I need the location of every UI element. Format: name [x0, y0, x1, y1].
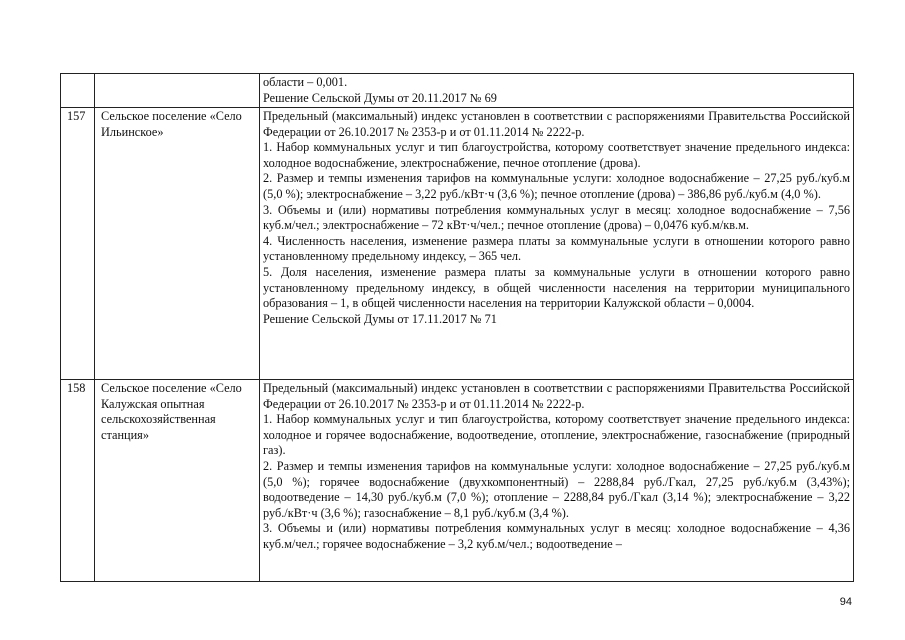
settlement-name-cell [95, 74, 260, 108]
decision-reference: Решение Сельской Думы от 20.11.2017 № 69 [263, 90, 497, 105]
description-cell [260, 380, 854, 582]
description-paragraph: 1. Набор коммунальных услуг и тип благоустройства, которому соответствует значение предельного индекса: холодное водоснабжение, электроснабжение, печное отопление (дрова). [263, 140, 850, 170]
page-number: 94 [839, 596, 852, 608]
row-number-cell: 157 [61, 108, 95, 380]
row-number-cell [61, 74, 95, 108]
description-cell [260, 108, 854, 380]
description-paragraph: 3. Объемы и (или) нормативы потребления коммунальных услуг в месяц: холодное водоснабжение – 7,56 куб.м/чел.; электроснабжение – 72 кВт·ч/чел.; печное отопление (дрова) – 0,0476 куб.м/кв.м. [263, 202, 850, 233]
table-row [61, 108, 854, 380]
document-table [60, 73, 854, 582]
description-paragraph: 2. Размер и темпы изменения тарифов на коммунальные услуги: холодное водоснабжение – 27,25 руб./куб.м (5,0 %); электроснабжение – 3,22 руб./кВт·ч (3,6 %); печное отопление (дрова) – 386,86 руб./куб.м (4,0 %). [263, 171, 850, 201]
row-number-cell: 158 [61, 380, 95, 582]
table-row [61, 74, 854, 108]
description-paragraph: 4. Численность населения, изменение размера платы за коммунальные услуги в отношении которого равно установленному предельному индексу, – 365 чел. [263, 233, 850, 264]
description-paragraph: 3. Объемы и (или) нормативы потребления коммунальных услуг в месяц: холодное водоснабжение – 4,36 куб.м/чел.; горячее водоснабжение – 3,2 куб.м/чел.; водоотведение – [263, 521, 850, 551]
description-paragraph: Предельный (максимальный) индекс установлен в соответствии с распоряжениями Правительства Российской Федерации от 26.10.2017 № 2353-р и от 01.11.2014 № 2222-р. [263, 109, 850, 139]
decision-reference: Решение Сельской Думы от 17.11.2017 № 71 [263, 311, 497, 326]
description-cell [260, 74, 854, 108]
settlement-name-cell: Сельское поселение «Село Ильинское» [95, 108, 260, 380]
description-paragraph: Предельный (максимальный) индекс установлен в соответствии с распоряжениями Правительства Российской Федерации от 26.10.2017 № 2353-р и от 01.11.2014 № 2222-р. [263, 381, 850, 411]
description-paragraph: области – 0,001. [263, 75, 348, 89]
table-row [61, 380, 854, 582]
description-paragraph: 2. Размер и темпы изменения тарифов на коммунальные услуги: холодное водоснабжение – 27,25 руб./куб.м (5,0 %); горячее водоснабжение (двухкомпонентный) – 2288,84 руб./Гкал, 27,25 руб./куб.м (3,43%); водоотведение – 14,30 руб./куб.м (7,0 %); отопление – 2288,84 руб./Гкал (3,14 %); электроснабжение – 3,22 руб./кВт·ч (3,6 %); газоснабжение – 8,1 руб./куб.м (3,4 %). [263, 458, 850, 520]
description-paragraph: 5. Доля населения, изменение размера платы за коммунальные услуги в отношении которого равно установленному предельному индексу, в общей численности населения на территории муниципального образования – 1, в общей численности населения на территории Калужской области – 0,0004. [263, 264, 850, 311]
settlement-name-cell: Сельское поселение «Село Калужская опытная сельскохозяйственная станция» [95, 380, 260, 582]
description-paragraph: 1. Набор коммунальных услуг и тип благоустройства, которому соответствует значение предельного индекса: холодное и горячее водоснабжение, водоотведение, отопление, электроснабжение, газоснабжение (природный газ). [263, 412, 850, 458]
